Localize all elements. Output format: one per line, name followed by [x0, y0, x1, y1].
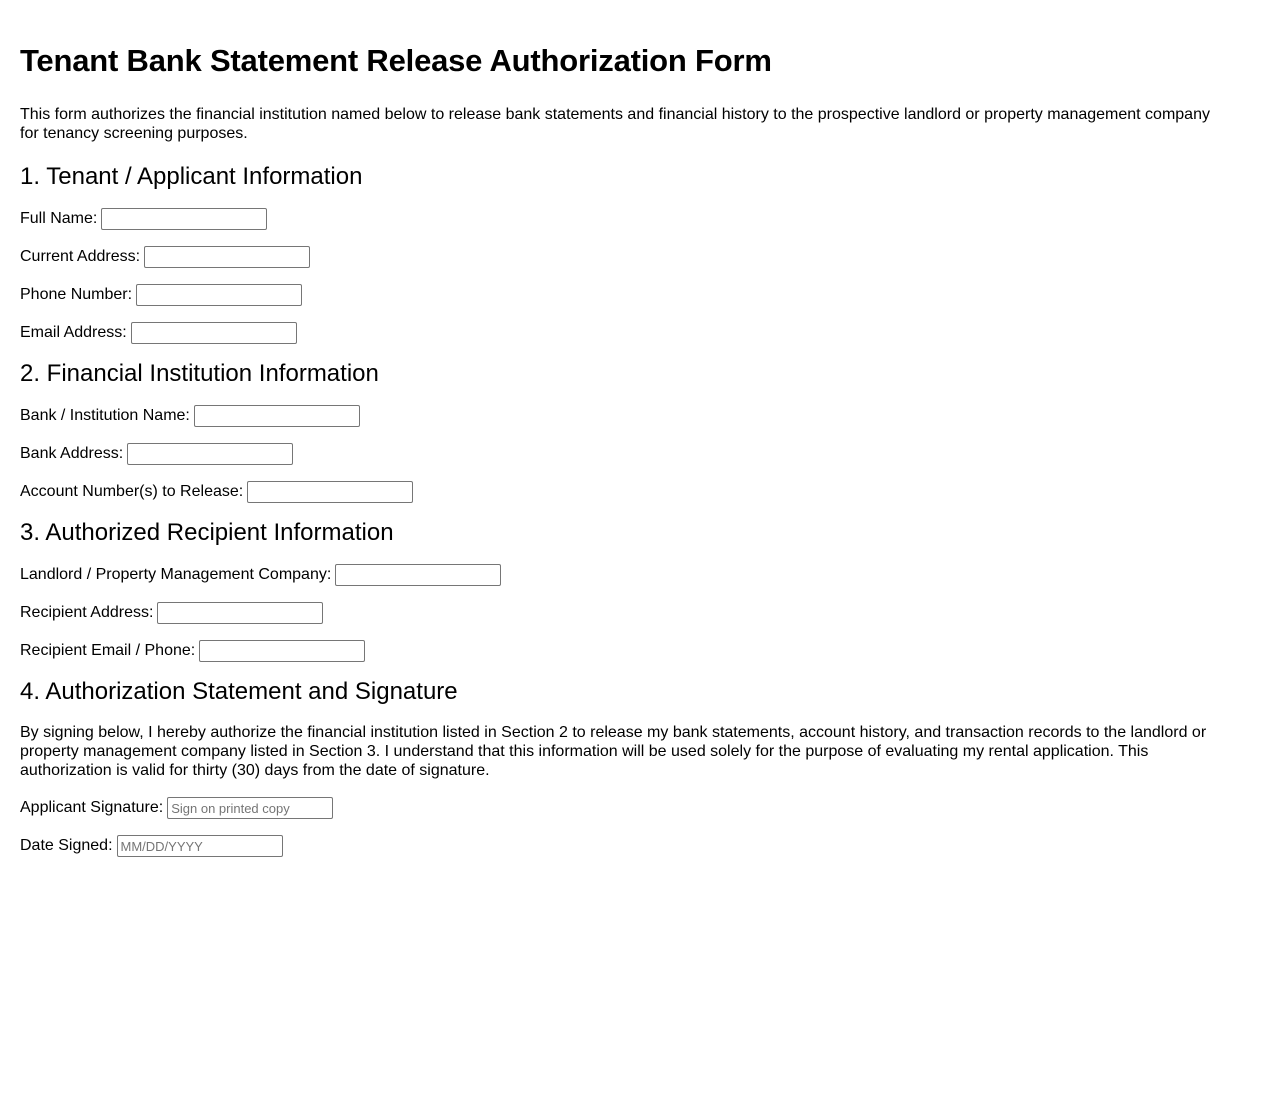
bank-address-input[interactable] — [127, 443, 293, 465]
bank-name-input[interactable] — [194, 405, 360, 427]
full-name-input[interactable] — [101, 208, 267, 230]
field-row-applicant-signature — [20, 797, 1242, 819]
recipient-contact-label: Recipient Email / Phone: — [20, 642, 196, 659]
section-title-authorized-recipient: 3. Authorized Recipient Information — [20, 519, 394, 546]
section-title-financial-institution: 2. Financial Institution Information — [20, 360, 379, 387]
field-row-full-name — [20, 208, 1242, 230]
field-row-account-numbers — [20, 481, 1242, 503]
section-authorization-signature — [20, 678, 1242, 857]
phone-number-label: Phone Number: — [20, 286, 133, 303]
intro-paragraph: This form authorizes the financial institution named below to release bank statements and financial history to the prospective landlord or property management company for tenancy screening purposes. — [20, 106, 1210, 142]
phone-number-input[interactable] — [136, 284, 302, 306]
current-address-label: Current Address: — [20, 248, 141, 265]
field-row-landlord-company — [20, 564, 1242, 586]
field-row-current-address — [20, 246, 1242, 268]
field-row-bank-name — [20, 405, 1242, 427]
landlord-company-label: Landlord / Property Management Company: — [20, 566, 332, 583]
date-signed-input[interactable] — [117, 835, 283, 857]
section-authorized-recipient — [20, 519, 1242, 662]
field-row-phone-number — [20, 284, 1242, 306]
account-numbers-input[interactable] — [247, 481, 413, 503]
field-row-bank-address — [20, 443, 1242, 465]
section-title-authorization-signature: 4. Authorization Statement and Signature — [20, 678, 458, 705]
account-numbers-label: Account Number(s) to Release: — [20, 483, 244, 500]
field-row-recipient-contact — [20, 640, 1242, 662]
full-name-label: Full Name: — [20, 210, 98, 227]
recipient-contact-input[interactable] — [199, 640, 365, 662]
email-address-input[interactable] — [131, 322, 297, 344]
section-title-tenant-info: 1. Tenant / Applicant Information — [20, 163, 363, 190]
bank-address-label: Bank Address: — [20, 445, 124, 462]
field-row-recipient-address — [20, 602, 1242, 624]
applicant-signature-label: Applicant Signature: — [20, 799, 164, 816]
current-address-input[interactable] — [144, 246, 310, 268]
applicant-signature-input[interactable] — [167, 797, 333, 819]
recipient-address-input[interactable] — [157, 602, 323, 624]
email-address-label: Email Address: — [20, 324, 127, 341]
bank-name-label: Bank / Institution Name: — [20, 407, 190, 424]
field-row-date-signed — [20, 835, 1242, 857]
date-signed-label: Date Signed: — [20, 837, 113, 854]
page-title: Tenant Bank Statement Release Authorization Form — [20, 43, 772, 78]
section-financial-institution — [20, 360, 1242, 503]
section-tenant-info — [20, 163, 1242, 344]
recipient-address-label: Recipient Address: — [20, 604, 154, 621]
field-row-email-address — [20, 322, 1242, 344]
landlord-company-input[interactable] — [335, 564, 501, 586]
authorization-statement: By signing below, I hereby authorize the financial institution listed in Section 2 to release my bank statements, account history, and transaction records to the landlord or property management company listed in Section 3. I understand that this information will be used solely for the purpose of evaluating my rental application. This authorization is valid for thirty (30) days from the date of signature. — [20, 724, 1207, 779]
